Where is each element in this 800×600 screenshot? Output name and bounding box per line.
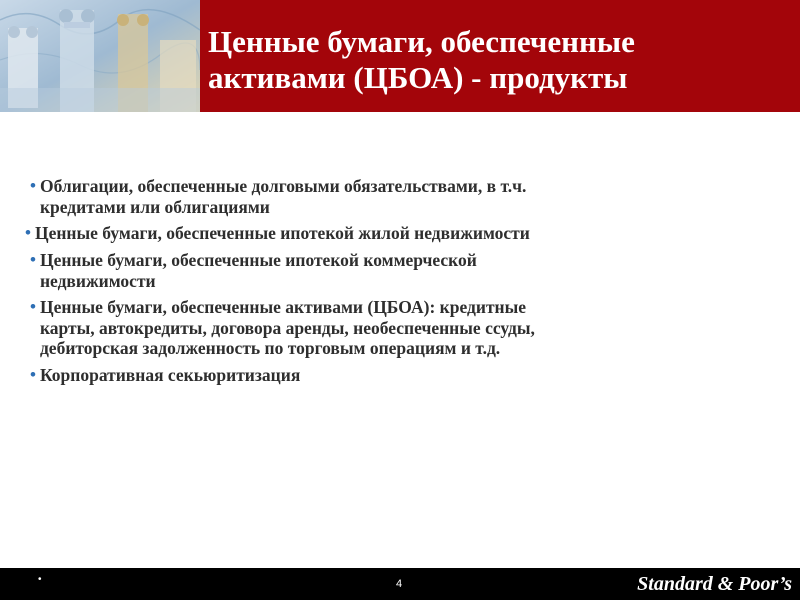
list-item: [30, 176, 730, 217]
bullet-icon: •: [30, 297, 36, 317]
list-item-text: Корпоративная секьюритизация: [39, 365, 301, 386]
list-item-text: Ценные бумаги, обеспеченные ипотекой жилой недвижимости: [34, 223, 530, 244]
banknote-columns-image: [0, 0, 200, 112]
list-item-text: Ценные бумаги, обеспеченные активами (ЦБОА): кредитные карты, автокредиты, договора аренды, необеспеченные ссуды, дебиторская задолженность по торговым операциям и т.д.: [39, 297, 535, 359]
list-item: [30, 297, 730, 359]
page-title: [208, 24, 793, 96]
list-item-text: Облигации, обеспеченные долговыми обязательствами, в т.ч. кредитами или облигациями: [39, 176, 527, 217]
page-number: 4: [396, 578, 403, 590]
list-item: [30, 250, 730, 291]
bullet-icon: •: [30, 176, 36, 195]
list-item-text: Ценные бумаги, обеспеченные ипотекой коммерческой недвижимости: [39, 249, 477, 291]
bullet-icon: •: [25, 223, 31, 243]
banner-image: [0, 0, 200, 112]
footer-bar: [0, 568, 800, 600]
bullet-icon: •: [30, 365, 36, 385]
list-item: [25, 223, 730, 244]
footer-marker: •: [38, 574, 42, 585]
title-line-2: активами (ЦБОА) - продукты: [208, 59, 628, 95]
bullet-icon: •: [30, 249, 36, 269]
title-line-1: Ценные бумаги, обеспеченные: [208, 24, 635, 59]
title-bar: [200, 0, 800, 112]
bullet-list: [25, 176, 730, 386]
company-logo: Standard & Poor’s: [637, 573, 792, 595]
list-item: [30, 365, 730, 386]
